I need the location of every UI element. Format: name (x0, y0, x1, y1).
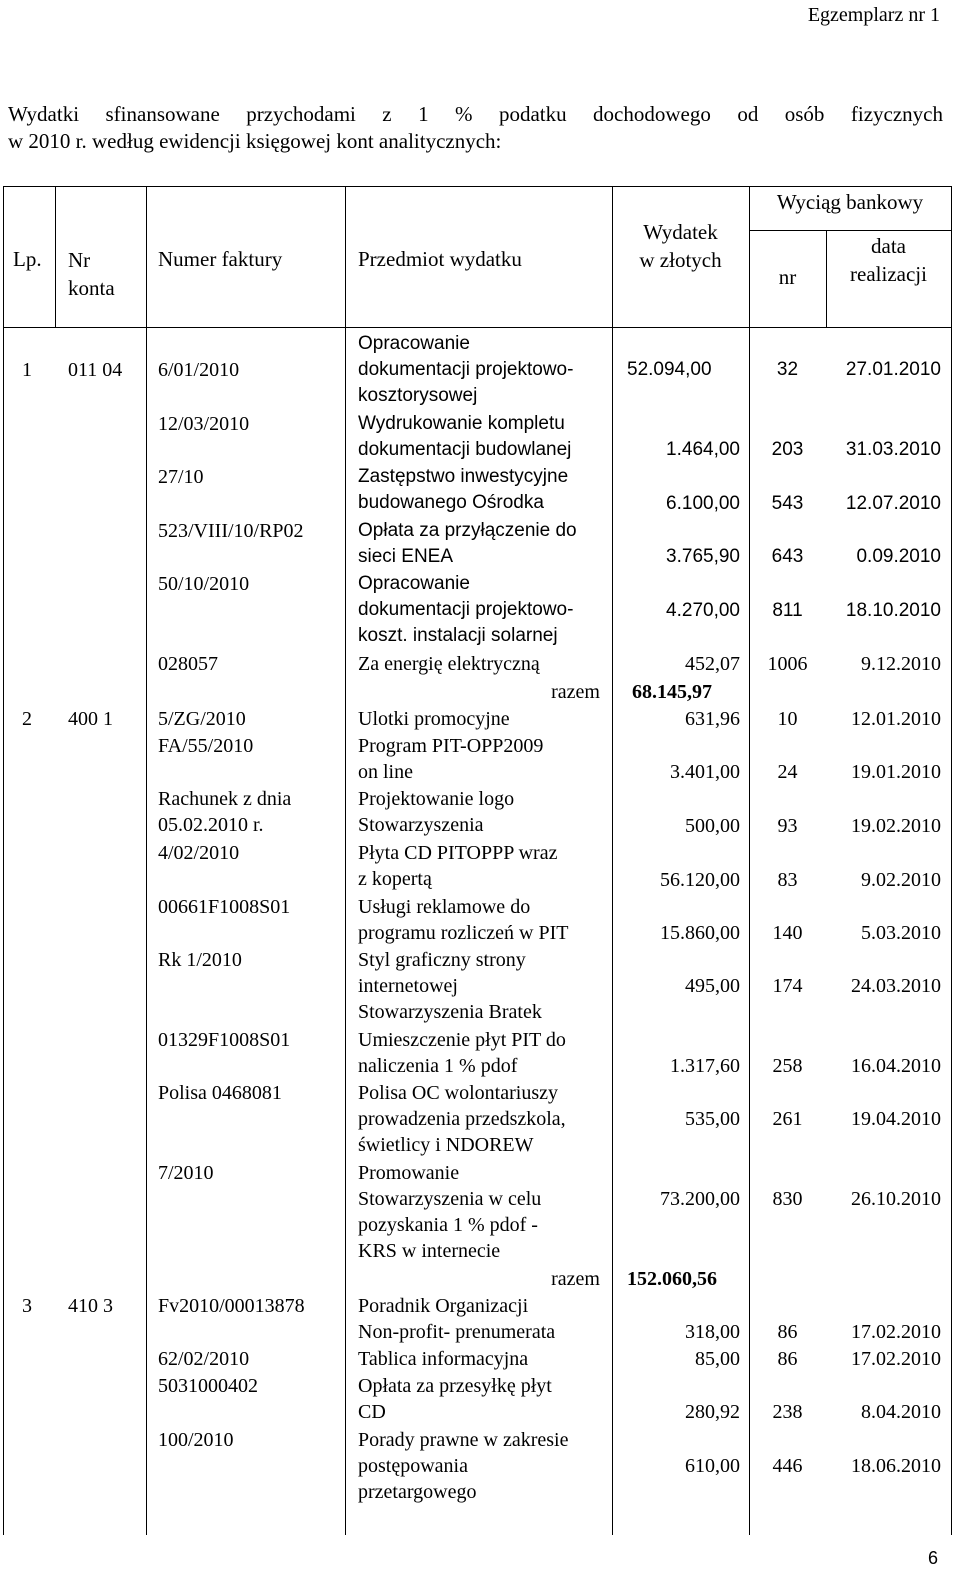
row-nr: 32 (776, 359, 799, 380)
row-faktura: 62/02/2010 (158, 1348, 250, 1370)
row-kwota: 318,00 (685, 1321, 740, 1343)
row-kwota: 15.860,00 (660, 922, 740, 944)
group-konto: 410 3 (68, 1295, 113, 1317)
row-data: 24.03.2010 (851, 975, 941, 997)
intro-line-2: w 2010 r. według ewidencji księgowej kont analitycznych: (8, 129, 502, 153)
row-przedmiot: Promowanie Stowarzyszenia w celu pozyskania 1 % pdof - KRS w internecie (358, 1162, 542, 1262)
row-data: 16.04.2010 (851, 1055, 941, 1077)
intro-line-1: Wydatki sfinansowane przychodami z 1 % podatku dochodowego od osób fizycznych (8, 102, 943, 126)
row-przedmiot: Poradnik Organizacji Non-profit- prenumerata (358, 1295, 556, 1343)
row-nr: 10 (777, 708, 798, 730)
row-nr: 86 (777, 1348, 798, 1370)
group-lp: 2 (22, 708, 32, 730)
row-przedmiot: Umieszczenie płyt PIT do naliczenia 1 % pdof (358, 1029, 566, 1077)
row-data: 17.02.2010 (851, 1321, 941, 1343)
group-lp: 1 (22, 359, 32, 381)
row-nr: 83 (777, 869, 798, 891)
row-kwota: 85,00 (695, 1348, 740, 1370)
header-przedmiot: Przedmiot wydatku (358, 247, 522, 271)
row-nr: 24 (777, 761, 798, 783)
row-faktura: 7/2010 (158, 1162, 214, 1184)
razem-value: 68.145,97 (632, 681, 712, 703)
row-data: 19.01.2010 (851, 761, 941, 783)
row-kwota: 1.464,00 (666, 439, 740, 460)
row-data: 12.07.2010 (845, 493, 941, 514)
row-faktura: Rk 1/2010 (158, 949, 242, 971)
row-przedmiot: Opracowanie dokumentacji projektowo- koszt. instalacji solarnej (358, 573, 574, 646)
row-faktura: FA/55/2010 (158, 735, 254, 757)
razem-value: 152.060,56 (627, 1268, 717, 1290)
row-faktura: Polisa 0468081 (158, 1082, 282, 1104)
header-lp: Lp. (13, 247, 42, 271)
row-faktura: 27/10 (158, 466, 204, 488)
row-faktura: 00661F1008S01 (158, 896, 291, 918)
row-nr: 203 (771, 439, 804, 460)
row-faktura: 12/03/2010 (158, 413, 250, 435)
row-faktura: 100/2010 (158, 1429, 234, 1451)
row-przedmiot: Ulotki promocyjne (358, 708, 510, 730)
header-nr: nr (778, 265, 797, 289)
header-nr-konta: Nr konta (68, 248, 115, 300)
row-nr: 140 (772, 922, 803, 944)
row-data: 18.06.2010 (851, 1455, 941, 1477)
row-data: 17.02.2010 (851, 1348, 941, 1370)
row-nr: 86 (777, 1321, 798, 1343)
row-przedmiot: Opłata za przesyłkę płyt CD (358, 1375, 552, 1423)
row-faktura: Fv2010/00013878 (158, 1295, 305, 1317)
row-faktura: 5/ZG/2010 (158, 708, 246, 730)
row-przedmiot: Za energię elektryczną (358, 653, 540, 675)
row-kwota: 500,00 (685, 815, 740, 837)
row-przedmiot: Polisa OC wolontariuszy prowadzenia przedszkola, świetlicy i NDOREW (358, 1082, 566, 1156)
row-przedmiot: Opracowanie dokumentacji projektowo- kosztorysowej (358, 333, 574, 406)
row-kwota: 6.100,00 (666, 493, 740, 514)
row-przedmiot: Projektowanie logo Stowarzyszenia (358, 788, 515, 836)
row-data: 9.12.2010 (861, 653, 941, 675)
group-konto: 011 04 (68, 359, 123, 381)
group-lp: 3 (22, 1295, 32, 1317)
row-faktura: 523/VIII/10/RP02 (158, 520, 304, 542)
razem-label: razem (551, 681, 600, 703)
row-nr: 261 (772, 1108, 803, 1130)
row-data: 27.01.2010 (845, 359, 941, 380)
row-kwota: 56.120,00 (660, 869, 740, 891)
row-nr: 174 (772, 975, 803, 997)
row-kwota: 631,96 (685, 708, 740, 730)
row-przedmiot: Wydrukowanie kompletu dokumentacji budowlanej (358, 413, 572, 460)
row-faktura: 5031000402 (158, 1375, 258, 1397)
row-kwota: 1.317,60 (670, 1055, 740, 1077)
row-data: 8.04.2010 (861, 1401, 941, 1423)
row-kwota: 52.094,00 (627, 359, 712, 380)
row-przedmiot: Styl graficzny strony internetowej Stowarzyszenia Bratek (358, 949, 542, 1023)
row-data: 31.03.2010 (845, 439, 941, 460)
row-nr: 238 (772, 1401, 803, 1423)
row-przedmiot: Tablica informacyjna (358, 1348, 529, 1370)
page-number: 6 (928, 1548, 939, 1568)
header-data-realizacji: data realizacji (850, 234, 927, 286)
row-kwota: 280,92 (685, 1401, 740, 1423)
row-faktura: 6/01/2010 (158, 359, 240, 381)
row-kwota: 73.200,00 (660, 1188, 740, 1210)
row-data: 0.09.2010 (856, 546, 941, 567)
copy-label: Egzemplarz nr 1 (807, 4, 940, 26)
row-data: 26.10.2010 (851, 1188, 941, 1210)
header-numer-faktury: Numer faktury (158, 247, 283, 271)
row-kwota: 495,00 (685, 975, 740, 997)
row-przedmiot: Usługi reklamowe do programu rozliczeń w PIT (358, 896, 569, 944)
row-faktura: 50/10/2010 (158, 573, 250, 595)
row-data: 12.01.2010 (851, 708, 941, 730)
row-kwota: 535,00 (685, 1108, 740, 1130)
row-nr: 811 (772, 600, 803, 621)
row-data: 19.02.2010 (851, 815, 941, 837)
row-data: 19.04.2010 (851, 1108, 941, 1130)
razem-label: razem (551, 1268, 600, 1290)
row-data: 9.02.2010 (861, 869, 941, 891)
row-przedmiot: Opłata za przyłączenie do sieci ENEA (358, 520, 577, 567)
row-data: 18.10.2010 (845, 600, 941, 621)
row-faktura: Rachunek z dnia 05.02.2010 r. (158, 788, 292, 836)
row-faktura: 4/02/2010 (158, 842, 240, 864)
row-nr: 93 (777, 815, 798, 837)
row-przedmiot: Porady prawne w zakresie postępowania przetargowego (358, 1429, 569, 1503)
row-nr: 258 (772, 1055, 803, 1077)
row-kwota: 3.765,90 (666, 546, 740, 567)
row-kwota: 3.401,00 (670, 761, 740, 783)
header-wyciag: Wyciąg bankowy (776, 190, 924, 214)
row-nr: 1006 (767, 653, 808, 675)
row-nr: 643 (771, 546, 804, 567)
row-nr: 543 (771, 493, 804, 514)
row-faktura: 028057 (158, 653, 218, 675)
row-przedmiot: Zastępstwo inwestycyjne budowanego Ośrodka (358, 466, 569, 513)
group-konto: 400 1 (68, 708, 113, 730)
row-kwota: 4.270,00 (666, 600, 740, 621)
row-przedmiot: Program PIT-OPP2009 on line (358, 735, 544, 783)
row-nr: 830 (772, 1188, 803, 1210)
row-data: 5.03.2010 (861, 922, 941, 944)
row-faktura: 01329F1008S01 (158, 1029, 291, 1051)
header-wydatek: Wydatek w złotych (639, 220, 722, 272)
row-przedmiot: Płyta CD PITOPPP wraz z kopertą (358, 842, 558, 890)
row-kwota: 610,00 (685, 1455, 740, 1477)
row-kwota: 452,07 (685, 653, 740, 675)
row-nr: 446 (772, 1455, 803, 1477)
